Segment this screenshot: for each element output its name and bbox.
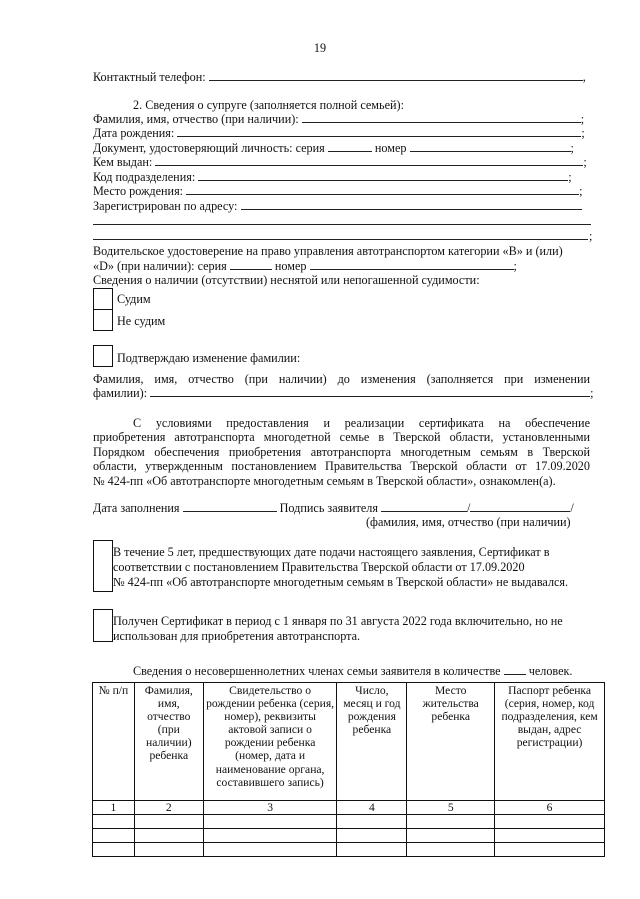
contact-phone-field[interactable]: [209, 71, 583, 81]
spouse-heading: 2. Сведения о супруге (заполняется полной семьей):: [133, 98, 404, 112]
children-count-field[interactable]: [504, 665, 526, 675]
convicted-label: Судим: [117, 292, 151, 306]
criminal-label: Сведения о наличии (отсутствии) неснятой или непогашенной судимости:: [93, 273, 480, 287]
col-header-residence: Место жительства ребенка: [407, 683, 495, 801]
previous-name-field[interactable]: [150, 387, 590, 397]
table-row[interactable]: [93, 815, 605, 829]
spouse-registered-field[interactable]: [241, 200, 582, 210]
children-table: [92, 682, 605, 857]
conditions-line-2: приобретения автотранспорта многодетной семье в Тверской области, установленными: [93, 430, 590, 444]
statement-2-line-2: использован для приобретения автотранспорта.: [113, 629, 361, 643]
license-line-1: Водительское удостоверение на право управления автотранспортом категории «В» и (или): [93, 244, 563, 258]
conditions-line-4: области, утвержденным постановлением Правительства Тверской области от 17.09.2020: [93, 459, 590, 473]
statement-1-line-1: В течение 5 лет, предшествующих дате подачи настоящего заявления, Сертификат в: [113, 545, 550, 559]
conditions-line-1: С условиями предоставления и реализации сертификата на обеспечение: [133, 416, 590, 430]
signature-label: Подпись заявителя: [279, 501, 378, 515]
name-change-line-2: фамилии): ;: [93, 386, 594, 400]
statement-1-line-2: соответствии с постановлением Правительства Тверской области от 17.09.2020: [113, 560, 525, 574]
spouse-birthplace-field[interactable]: [186, 185, 579, 195]
table-row: 1 2 3 4 5 6: [93, 801, 605, 815]
signature-field[interactable]: [381, 502, 467, 512]
fill-date-label: Дата заполнения: [93, 501, 180, 515]
spouse-division-field[interactable]: [198, 171, 568, 181]
table-row[interactable]: [93, 829, 605, 843]
name-change-checkbox[interactable]: [93, 345, 113, 367]
not-convicted-checkbox[interactable]: [93, 309, 113, 331]
issued-not-used-checkbox[interactable]: [93, 609, 113, 642]
conditions-line-5: № 424-пп «Об автотранспорте многодетным семьям в Тверской области», ознакомлен(а).: [93, 474, 556, 488]
spouse-birthdate-field[interactable]: [177, 127, 581, 137]
col-header-fio: Фамилия, имя, отчество (при наличии) ребенка: [134, 683, 203, 801]
fill-date-field[interactable]: [183, 502, 277, 512]
signature-caption: (фамилия, имя, отчество (при наличии): [366, 515, 571, 529]
convicted-checkbox[interactable]: [93, 288, 113, 310]
license-line-2: «D» (при наличии): серия номер ;: [93, 259, 517, 273]
spouse-issued-row: Кем выдан: ;: [93, 155, 587, 169]
spouse-fio-row: Фамилия, имя, отчество (при наличии): ;: [93, 112, 585, 126]
name-change-confirm: Подтверждаю изменение фамилии:: [117, 351, 301, 365]
children-caption: Сведения о несовершеннолетних членах семьи заявителя в количестве человек.: [133, 664, 573, 678]
license-series-field[interactable]: [230, 260, 272, 270]
col-header-certificate: Свидетельство о рождении ребенка (серия, номер), реквизиты актовой записи о рождении ребенка (номер, дата и наименование органа, составившего запись): [203, 683, 337, 801]
spouse-birthdate-row: Дата рождения: ;: [93, 126, 585, 140]
address-line-3[interactable]: [93, 239, 588, 240]
spouse-fio-field[interactable]: [302, 113, 581, 123]
address-line-2[interactable]: [93, 224, 591, 225]
table-header-row: [93, 683, 605, 801]
spouse-doc-series-field[interactable]: [328, 142, 372, 152]
contact-phone-row: Контактный телефон: ,: [93, 70, 586, 84]
col-header-passport: Паспорт ребенка (серия, номер, код подразделения, кем выдан, адрес регистрации): [495, 683, 605, 801]
conditions-line-3: Порядком обеспечения приобретения автотранспорта многодетным семьям в Тверской: [93, 445, 590, 459]
statement-1-line-3: № 424-пп «Об автотранспорте многодетным семьям в Тверской области» не выдавался.: [113, 575, 569, 589]
statement-2-line-1: Получен Сертификат в период с 1 января по 31 августа 2022 года включительно, но не: [113, 614, 563, 628]
not-convicted-label: Не судим: [117, 314, 166, 328]
license-number-field[interactable]: [310, 260, 514, 270]
page-number: 19: [313, 41, 327, 55]
contact-phone-label: Контактный телефон:: [93, 70, 206, 84]
signature-row: Дата заполнения Подпись заявителя / /: [93, 501, 574, 515]
table-row[interactable]: [93, 843, 605, 857]
spouse-document-row: Документ, удостоверяющий личность: серия номер ;: [93, 141, 574, 155]
spouse-issued-field[interactable]: [155, 156, 583, 166]
col-header-birthdate: Число, месяц и год рождения ребенка: [337, 683, 407, 801]
spouse-birthplace-row: Место рождения: ;: [93, 184, 583, 198]
spouse-registered-row: Зарегистрирован по адресу:: [93, 199, 582, 213]
spouse-division-row: Код подразделения: ;: [93, 170, 572, 184]
spouse-doc-number-field[interactable]: [410, 142, 571, 152]
col-header-number: № п/п: [93, 683, 135, 801]
name-change-line-1: Фамилия, имя, отчество (при наличии) до изменения (заполняется при изменении: [93, 372, 590, 386]
applicant-name-field[interactable]: [470, 502, 570, 512]
not-issued-checkbox[interactable]: [93, 540, 113, 592]
